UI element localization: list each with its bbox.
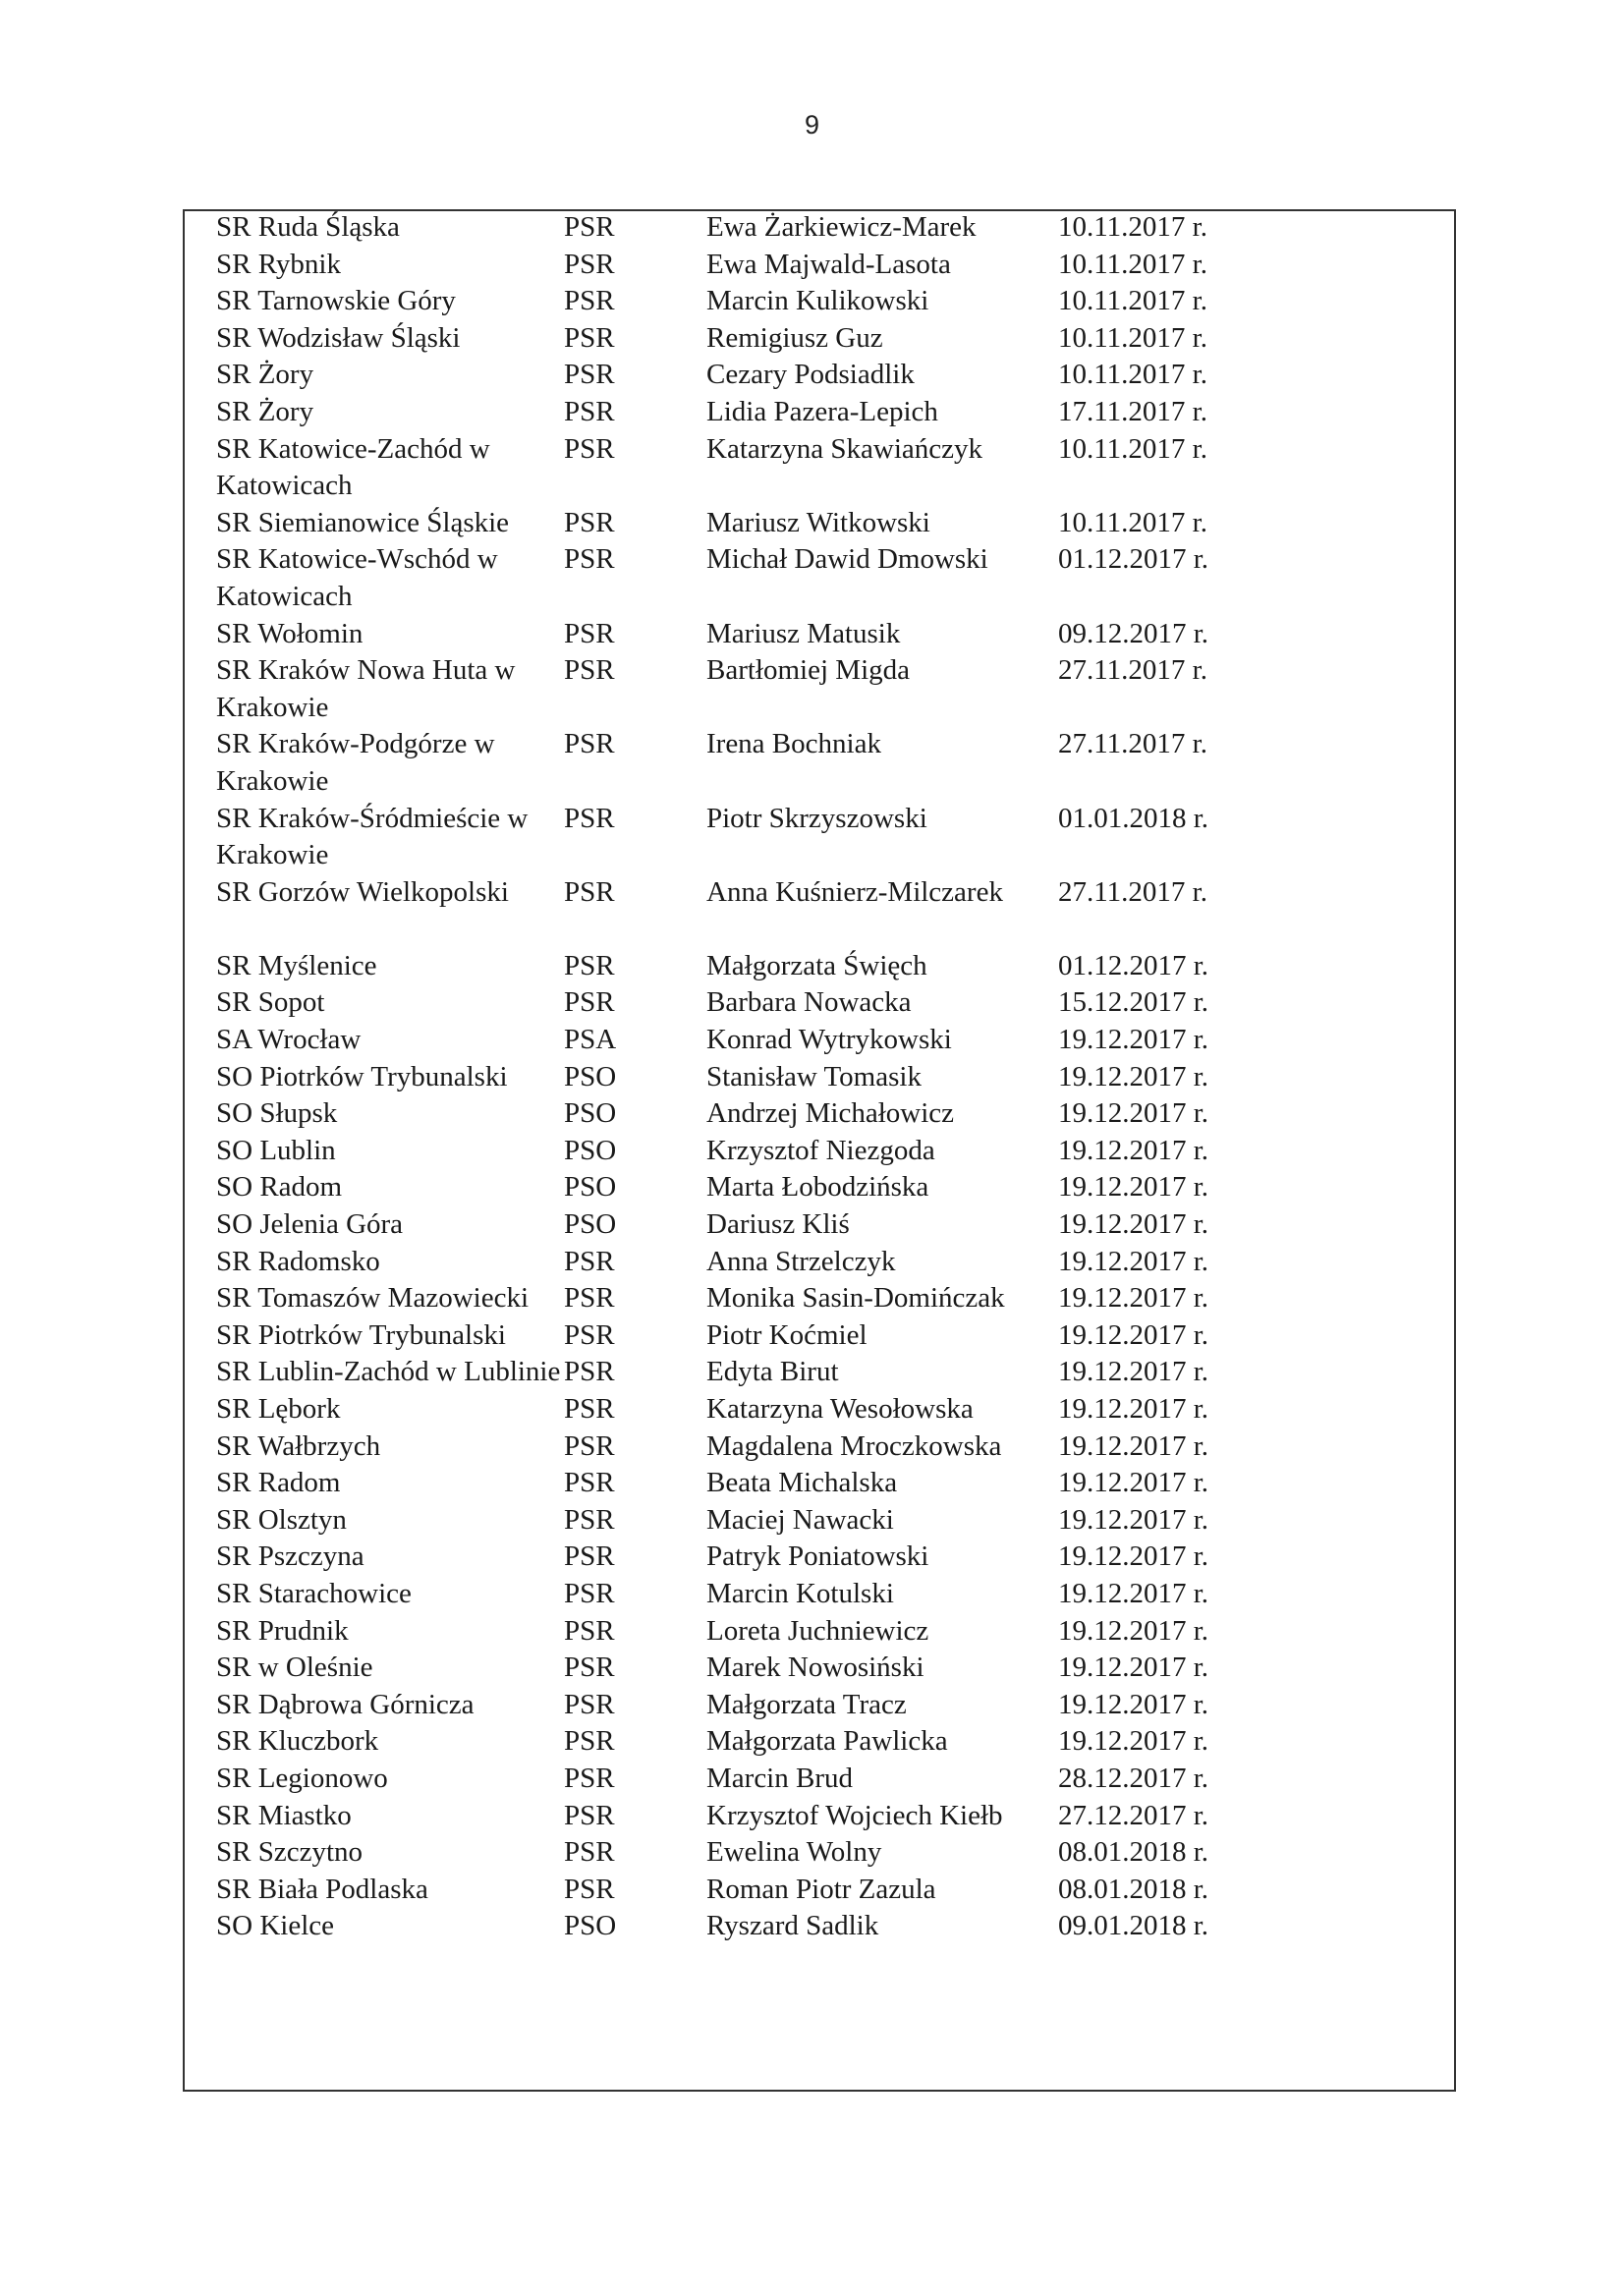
date-cell: 19.12.2017 r. (1058, 1356, 1209, 1388)
court-type-cell: PSO (564, 1171, 617, 1204)
court-cell: SR Sopot (216, 986, 325, 1019)
judge-name-cell: Marta Łobodzińska (706, 1171, 929, 1204)
court-type-cell: PSR (564, 1762, 615, 1794)
date-cell: 10.11.2017 r. (1058, 248, 1207, 280)
date-cell: 09.12.2017 r. (1058, 617, 1209, 649)
table-row (183, 726, 1456, 800)
judge-name-cell: Ryszard Sadlik (706, 1910, 879, 1942)
table-row (183, 1244, 1456, 1281)
date-cell: 19.12.2017 r. (1058, 1171, 1209, 1204)
court-type-cell: PSR (564, 1873, 615, 1905)
table-row (183, 1391, 1456, 1428)
judge-name-cell: Konrad Wytrykowski (706, 1024, 952, 1056)
judge-name-cell: Monika Sasin-Domińczak (706, 1282, 1005, 1315)
judge-name-cell: Beata Michalska (706, 1467, 898, 1499)
date-cell: 28.12.2017 r. (1058, 1762, 1209, 1794)
date-cell: 19.12.2017 r. (1058, 1393, 1209, 1425)
date-cell: 01.12.2017 r. (1058, 543, 1209, 576)
judge-name-cell: Bartłomiej Migda (706, 654, 910, 687)
page-number: 9 (804, 110, 820, 140)
court-cell: SO Kielce (216, 1910, 334, 1942)
table-row (183, 801, 1456, 874)
date-cell: 08.01.2018 r. (1058, 1836, 1209, 1869)
court-type-cell: PSO (564, 1134, 617, 1166)
court-cell: SR Wołomin (216, 617, 364, 649)
court-cell: SR Wałbrzych (216, 1429, 381, 1462)
court-type-cell: PSR (564, 321, 615, 354)
date-cell: 19.12.2017 r. (1058, 1688, 1209, 1720)
court-cell: SR Rybnik (216, 248, 341, 280)
date-cell: 10.11.2017 r. (1058, 506, 1207, 538)
court-cell: SR Kraków-Śródmieście w Krakowie (216, 802, 529, 871)
court-cell: SR Żory (216, 395, 314, 427)
table-row (183, 1428, 1456, 1466)
court-cell: SR Lublin-Zachód w Lublinie (216, 1356, 561, 1388)
date-cell: 19.12.2017 r. (1058, 1467, 1209, 1499)
date-cell: 19.12.2017 r. (1058, 1024, 1209, 1056)
table-row (183, 1761, 1456, 1798)
table-row (183, 1169, 1456, 1206)
court-cell: SR Starachowice (216, 1577, 412, 1609)
judge-name-cell: Remigiusz Guz (706, 321, 883, 354)
court-type-cell: PSR (564, 1318, 615, 1351)
date-cell: 10.11.2017 r. (1058, 211, 1207, 243)
court-type-cell: PSR (564, 1725, 615, 1758)
judge-name-cell: Lidia Pazera-Lepich (706, 395, 938, 427)
court-type-cell: PSR (564, 1799, 615, 1831)
table-row (183, 1059, 1456, 1096)
court-cell: SR Siemianowice Śląskie (216, 506, 510, 538)
table-row (183, 1650, 1456, 1687)
date-cell: 19.12.2017 r. (1058, 1614, 1209, 1647)
judge-name-cell: Marek Nowosiński (706, 1652, 924, 1684)
table-row (183, 1576, 1456, 1613)
table-row (183, 1465, 1456, 1502)
court-cell: SO Jelenia Góra (216, 1208, 404, 1241)
table-row (183, 394, 1456, 431)
date-cell: 19.12.2017 r. (1058, 1429, 1209, 1462)
table-row (183, 1687, 1456, 1724)
court-cell: SR Miastko (216, 1799, 352, 1831)
court-cell: SR Legionowo (216, 1762, 388, 1794)
court-cell: SR w Oleśnie (216, 1652, 373, 1684)
judge-name-cell: Marcin Kulikowski (706, 285, 929, 317)
court-type-cell: PSR (564, 1282, 615, 1315)
table-row (183, 247, 1456, 284)
court-cell: SO Piotrków Trybunalski (216, 1060, 508, 1092)
judge-name-cell: Loreta Juchniewicz (706, 1614, 929, 1647)
court-cell: SR Wodzisław Śląski (216, 321, 461, 354)
table-row (183, 209, 1456, 247)
court-cell: SO Słupsk (216, 1097, 338, 1130)
court-type-cell: PSR (564, 1429, 615, 1462)
table-row (183, 431, 1456, 505)
table-row (183, 984, 1456, 1022)
table-row (183, 1133, 1456, 1170)
court-type-cell: PSR (564, 1503, 615, 1536)
date-cell: 19.12.2017 r. (1058, 1134, 1209, 1166)
judge-name-cell: Andrzej Michałowicz (706, 1097, 955, 1130)
judge-name-cell: Maciej Nawacki (706, 1503, 894, 1536)
table-row (183, 1022, 1456, 1059)
date-cell: 19.12.2017 r. (1058, 1503, 1209, 1536)
date-cell: 01.01.2018 r. (1058, 802, 1209, 834)
court-type-cell: PSR (564, 1577, 615, 1609)
date-cell: 01.12.2017 r. (1058, 949, 1209, 981)
table-row (183, 616, 1456, 653)
court-cell: SR Olsztyn (216, 1503, 347, 1536)
court-type-cell: PSO (564, 1060, 617, 1092)
judge-name-cell: Ewelina Wolny (706, 1836, 882, 1869)
table-row (183, 874, 1456, 912)
judge-name-cell: Małgorzata Święch (706, 949, 927, 981)
court-type-cell: PSR (564, 1393, 615, 1425)
date-cell: 19.12.2017 r. (1058, 1245, 1209, 1277)
judge-name-cell: Anna Kuśnierz-Milczarek (706, 875, 1003, 908)
judge-name-cell: Małgorzata Pawlicka (706, 1725, 948, 1758)
judge-name-cell: Małgorzata Tracz (706, 1688, 907, 1720)
judge-name-cell: Katarzyna Wesołowska (706, 1393, 974, 1425)
date-cell: 19.12.2017 r. (1058, 1540, 1209, 1573)
court-cell: SR Dąbrowa Górnicza (216, 1688, 475, 1720)
judge-name-cell: Ewa Majwald-Lasota (706, 248, 951, 280)
court-cell: SR Kluczbork (216, 1725, 379, 1758)
date-cell: 27.11.2017 r. (1058, 728, 1207, 760)
date-cell: 19.12.2017 r. (1058, 1725, 1209, 1758)
date-cell: 19.12.2017 r. (1058, 1318, 1209, 1351)
judge-name-cell: Stanisław Tomasik (706, 1060, 922, 1092)
court-type-cell: PSO (564, 1208, 617, 1241)
judge-name-cell: Patryk Poniatowski (706, 1540, 929, 1573)
table-row (183, 948, 1456, 985)
court-cell: SR Ruda Śląska (216, 211, 400, 243)
court-cell: SR Tarnowskie Góry (216, 285, 456, 317)
table-row (183, 1908, 1456, 1945)
court-type-cell: PSR (564, 1467, 615, 1499)
table-row (183, 1502, 1456, 1540)
table-row (183, 1354, 1456, 1391)
date-cell: 19.12.2017 r. (1058, 1208, 1209, 1241)
table-row (183, 652, 1456, 726)
date-cell: 19.12.2017 r. (1058, 1097, 1209, 1130)
judge-name-cell: Roman Piotr Zazula (706, 1873, 936, 1905)
court-cell: SO Radom (216, 1171, 343, 1204)
court-type-cell: PSA (564, 1024, 617, 1056)
judge-name-cell: Ewa Żarkiewicz-Marek (706, 211, 977, 243)
court-type-cell: PSR (564, 359, 615, 391)
court-type-cell: PSO (564, 1910, 617, 1942)
court-cell: SO Lublin (216, 1134, 336, 1166)
court-cell: SR Piotrków Trybunalski (216, 1318, 506, 1351)
court-type-cell: PSR (564, 654, 615, 687)
date-cell: 10.11.2017 r. (1058, 432, 1207, 465)
table-row (183, 1539, 1456, 1576)
court-cell: SR Kraków-Podgórze w Krakowie (216, 728, 495, 797)
date-cell: 19.12.2017 r. (1058, 1577, 1209, 1609)
table-row (183, 541, 1456, 615)
court-cell: SR Gorzów Wielkopolski (216, 875, 509, 908)
court-type-cell: PSR (564, 1540, 615, 1573)
judge-name-cell: Mariusz Witkowski (706, 506, 930, 538)
judge-name-cell: Irena Bochniak (706, 728, 881, 760)
judge-name-cell: Krzysztof Wojciech Kiełb (706, 1799, 1003, 1831)
date-cell: 27.11.2017 r. (1058, 875, 1207, 908)
court-type-cell: PSR (564, 802, 615, 834)
judge-name-cell: Mariusz Matusik (706, 617, 901, 649)
judge-name-cell: Magdalena Mroczkowska (706, 1429, 1002, 1462)
table-row (183, 320, 1456, 358)
table-row (183, 357, 1456, 394)
court-cell: SR Tomaszów Mazowiecki (216, 1282, 529, 1315)
date-cell: 15.12.2017 r. (1058, 986, 1209, 1019)
court-type-cell: PSR (564, 1356, 615, 1388)
court-type-cell: PSR (564, 1614, 615, 1647)
judge-name-cell: Cezary Podsiadlik (706, 359, 915, 391)
court-cell: SR Katowice-Zachód w Katowicach (216, 432, 490, 502)
date-cell: 27.12.2017 r. (1058, 1799, 1209, 1831)
judge-name-cell: Krzysztof Niezgoda (706, 1134, 935, 1166)
court-cell: SR Radomsko (216, 1245, 380, 1277)
court-type-cell: PSR (564, 1836, 615, 1869)
table-row (183, 1095, 1456, 1133)
court-cell: SR Lębork (216, 1393, 341, 1425)
court-cell: SA Wrocław (216, 1024, 362, 1056)
court-cell: SR Kraków Nowa Huta w Krakowie (216, 654, 516, 723)
court-type-cell: PSR (564, 986, 615, 1019)
date-cell: 27.11.2017 r. (1058, 654, 1207, 687)
date-cell: 10.11.2017 r. (1058, 321, 1207, 354)
date-cell: 19.12.2017 r. (1058, 1060, 1209, 1092)
judge-name-cell: Marcin Brud (706, 1762, 853, 1794)
date-cell: 10.11.2017 r. (1058, 285, 1207, 317)
table-row (183, 1206, 1456, 1244)
court-type-cell: PSO (564, 1097, 617, 1130)
court-cell: SR Prudnik (216, 1614, 349, 1647)
judge-name-cell: Edyta Birut (706, 1356, 839, 1388)
judge-name-cell: Piotr Koćmiel (706, 1318, 868, 1351)
court-type-cell: PSR (564, 432, 615, 465)
table-row (183, 1834, 1456, 1872)
court-type-cell: PSR (564, 1245, 615, 1277)
table-row (183, 1613, 1456, 1651)
judge-name-cell: Katarzyna Skawiańczyk (706, 432, 983, 465)
table-row (183, 1280, 1456, 1317)
date-cell: 19.12.2017 r. (1058, 1282, 1209, 1315)
judge-name-cell: Michał Dawid Dmowski (706, 543, 988, 576)
court-cell: SR Myślenice (216, 949, 377, 981)
court-type-cell: PSR (564, 506, 615, 538)
appointments-table (183, 209, 1456, 1945)
court-cell: SR Żory (216, 359, 314, 391)
court-cell: SR Radom (216, 1467, 341, 1499)
table-row (183, 1723, 1456, 1761)
date-cell: 08.01.2018 r. (1058, 1873, 1209, 1905)
court-type-cell: PSR (564, 949, 615, 981)
date-cell: 09.01.2018 r. (1058, 1910, 1209, 1942)
judge-name-cell: Dariusz Kliś (706, 1208, 850, 1241)
judge-name-cell: Piotr Skrzyszowski (706, 802, 927, 834)
court-cell: SR Katowice-Wschód w Katowicach (216, 543, 498, 612)
court-type-cell: PSR (564, 728, 615, 760)
court-type-cell: PSR (564, 617, 615, 649)
date-cell: 10.11.2017 r. (1058, 359, 1207, 391)
table-row (183, 1317, 1456, 1355)
court-type-cell: PSR (564, 1652, 615, 1684)
court-type-cell: PSR (564, 543, 615, 576)
court-type-cell: PSR (564, 248, 615, 280)
court-cell: SR Biała Podlaska (216, 1873, 428, 1905)
date-cell: 17.11.2017 r. (1058, 395, 1207, 427)
court-type-cell: PSR (564, 875, 615, 908)
court-cell: SR Pszczyna (216, 1540, 364, 1573)
court-type-cell: PSR (564, 285, 615, 317)
court-type-cell: PSR (564, 211, 615, 243)
judge-name-cell: Marcin Kotulski (706, 1577, 894, 1609)
date-cell: 19.12.2017 r. (1058, 1652, 1209, 1684)
table-row (183, 1798, 1456, 1835)
court-type-cell: PSR (564, 1688, 615, 1720)
table-row (183, 1872, 1456, 1909)
table-row (183, 505, 1456, 542)
judge-name-cell: Anna Strzelczyk (706, 1245, 896, 1277)
judge-name-cell: Barbara Nowacka (706, 986, 912, 1019)
court-cell: SR Szczytno (216, 1836, 364, 1869)
table-row (183, 283, 1456, 320)
court-type-cell: PSR (564, 395, 615, 427)
